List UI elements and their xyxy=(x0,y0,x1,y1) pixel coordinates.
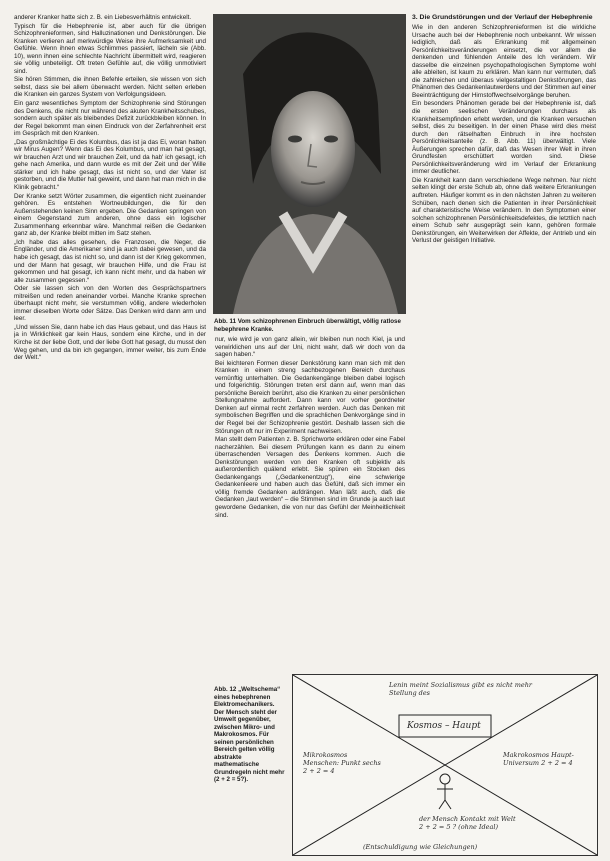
figure-11-caption: Abb. 11 Vom schizophrenen Einbruch überwältigt, völlig ratlose hebephrene Kranke. xyxy=(214,318,401,333)
section-body xyxy=(412,24,596,245)
paragraph: Oder sie lassen sich von den Worten des Gesprächspartners mitreißen und reden aneinander vorbei. Manche Kranke sprechen überhaupt nicht mehr, sie verstummen völlig, andere wiederholen immer dieselben Worte oder Sätze. Das Denken wird dann arm und leer. xyxy=(14,285,206,323)
text-column-left xyxy=(14,14,206,852)
figure-12-caption: Abb. 12 „Weltschema“ eines hebephrenen Elektromechanikers. Der Mensch steht der Umwelt gegenüber, zwischen Mikro- und Makrokosmos. Für seinen persönlichen Bereich gelten völlig abstrakte mathematische Grundregeln nicht mehr (2 + 2 = 5?). xyxy=(214,686,285,783)
section-heading: 3. Die Grundstörungen und der Verlauf der Hebephrenie xyxy=(412,14,593,21)
paragraph: Ein besonders Phänomen gerade bei der Hebephrenie ist, daß die ersten seelischen Veränderungen durchaus als Krankheitsempfinden erlebt werden, und die Kranken versuchen selbst, dies zu beseitigen. In der einen Phase wird dies meist durch den rätselhaften Einbruch in ihre hochsten Persönlichkeitsanteile (z. B. Abb. 11) überwältigt. Viele Äußerungen sprechen dafür, daß das Wesen ihrer Welt in ihren Grundfesten erschüttert worden sind. Diese Persönlichkeitsveränderung wird im Verlauf der Erkrankung immer deutlicher. xyxy=(412,100,596,176)
paragraph: „Ich habe das alles gesehen, die Franzosen, die Neger, die Engländer, und die Amerikaner sind ja auch dabei gewesen, und da habe ich gesagt, das ist nicht so, und dann ist der Krieg gekommen, und der Mann hat gesagt, wir brauchen Hilfe, und die Frau ist gekommen und hat gesagt, ich kann nicht mehr, und da haben wir alle zusammen gegessen.“ xyxy=(14,238,206,284)
paragraph: Die Krankheit kann dann verschiedene Wege nehmen. Nur nicht selten klingt der erste Schub ab, ohne daß weitere Erkrankungen auftreten. Häufiger kommt es in den nächsten Jahren zu weiteren Schüben, nach denen sich die Patienten in ihrer Persönlichkeit auf charakteristische Weise verändern. In den Symptomen einer solchen schizophrenen Persönlichkeitsdefektes, die letztlich nach einem Schub sehr ausgeprägt sein kann, gehören formale Denkstörungen, ein Weiterwirken der Affekte, der Antrieb und ein Verlust der geistigen Initiative. xyxy=(412,176,596,245)
paragraph: Typisch für die Hebephrenie ist, aber auch für die übrigen Schizophrenieformen, sind Halluzinationen und Denkstörungen. Die Kranken verlieren auf merkwürdige Weise ihre Aufmerksamkeit und Gefühle. Wenn ihnen etwas Schlimmes passiert, lächeln sie (Abb. 10), wenn ihnen eine schlechte Nachricht übermittelt wird, reagieren sie völlig unbeteiligt. Oft treten Gefühle auf, die völlig unmotiviert sind. xyxy=(14,22,206,75)
figure-12-world-schema xyxy=(292,674,598,856)
stick-figure xyxy=(437,774,453,809)
handwriting-right: Makrokosmos Haupt-Universum 2 + 2 = 4 xyxy=(503,751,574,767)
paragraph: anderer Kranker hatte sich z. B. ein Liebesverhältnis entwickelt. xyxy=(14,14,192,21)
paragraph: nur, wie wird je von ganz allein, wir bleiben nun noch Kiel, ja und verwirklichen uns auf der Uni, nicht wahr, daß wir doch von da sagen haben.“ xyxy=(215,336,405,359)
paragraph: Man stellt dem Patienten z. B. Sprichworte erklären oder eine Fabel nacherzählen. Bei diesem Prüfungen kann es dann zu einem überraschenden Versagen des Denkens kommen. Auch die Denkstörungen werden von den Kranken oft subjektiv als außerordentlich quälend erlebt. Sie spüren ein Stocken des Gedankengangs („Gedankenentzug“), eine schwierige Gedankenleere und haben auch das Gefühl, daß sich immer ein völlig fremde Gedanken aufdrängen. Man läßt auch, daß die Gedanken „laut werden“ – die Stimmen sind im Grunde ja auch laut gewordene Gedanken, die von nur das Gefühl der Meinheitlichkeit sind. xyxy=(215,436,405,519)
paragraph: Ein ganz wesentliches Symptom der Schizophrenie sind Störungen des Denkens, die nicht nur während des akuten Krankheitsschubes, sondern auch später als bleibendes Defizit zurückbleiben können. In der Regel bekommt man einen Eindruck von der Zerfahrenheit erst im Gespräch mit den Kranken. xyxy=(14,100,206,138)
handwriting-top: Lenin meint Sozialismus gibt es nicht mehr Stellung des xyxy=(389,681,533,697)
handwriting-footer: (Entschuldigung wie Gleichungen) xyxy=(363,843,478,851)
handwriting-box-label: Kosmos – Haupt xyxy=(407,721,481,731)
paragraph: Bei leichteren Formen dieser Denkstörung kann man sich mit den Kranken in einem streng sachbezogenen Bereich durchaus vernünftig unterhalten. Die Gedankengänge bleiben dabei logisch und folgerichtig. Störungen treten erst dann auf, wenn man das persönliche Bereich berührt, also die Kranken zu einer persönlichen Stellungnahme auffordert. Dann kann vor vorher geordneter Denken auf einmal recht zerfahren werden. Auch das Denken mit symbolischen Begriffen und die sprachlichen Denkvorgänge sind in der Regel bei der Schizophrenie gestört. Deshalb lassen sich die Störungen oft nur im Experiment nachweisen. xyxy=(215,359,405,435)
paragraph: Der Kranke setzt Wörter zusammen, die eigentlich nicht zueinander gehören. Es entstehen Wortneubildungen, die für den Außenstehenden keinen Sinn ergeben. Die Gedanken springen von einem Gegenstand zum anderen, ohne dass ein logischer Zusammenhang erkennbar wäre. Manchmal reißen die Gedanken ganz ab, der Kranke bleibt mitten im Satz stehen. xyxy=(14,192,206,238)
paragraph: „Das großmächtige Ei des Kolumbus, das ist ja das Ei, woran hatten wir Mirus Augen? Wenn das Ei des Kolumbus, und man hat gesagt, wir brauchen Arzt und wir brauchen Zeit, und da hab' ich gesagt, ich gehe nach Amerika, und dann wurde es mit der Zeit und der Wille stärker und ich habe gesagt, das ist nicht so, und der Vater ist gestorben, und die Mutter hat geweint, und dann hat man mich in die Klinik gebracht.“ xyxy=(14,138,206,192)
handwriting-bottom: der Mensch Kontakt mit Welt 2 + 2 = 5 ? (ohne Ideal) xyxy=(419,815,516,831)
figure-11-photo xyxy=(213,14,406,314)
text-column-right xyxy=(412,14,596,572)
text-column-middle xyxy=(215,336,405,666)
handwriting-left: Mikrokosmos Menschen: Punkt sechs 2 + 2 = 4 xyxy=(303,751,381,775)
paragraph: Sie hören Stimmen, die ihnen Befehle erteilen, sie wissen von sich selbst, dass sie bei allem überwacht werden. Nicht selten erleben die Kranken ein ganzes System von Verfolgungsideen. xyxy=(14,76,206,99)
paragraph: „Und wissen Sie, dann habe ich das Haus gebaut, und das Haus ist ja in Wirklichkeit gar kein Haus, sondern eine Kirche, und in der Kirche ist der liebe Gott, und der liebe Gott hat gesagt, du musst den Weg gehen, und da bin ich gegangen, immer weiter, bis zum Ende der Welt.“ xyxy=(14,323,206,362)
paragraph: Wie in den anderen Schizophrenieformen ist die wirkliche Ursache auch bei der Hebephrenie noch unbekannt. Wir wissen lediglich, daß als Erkrankung mit allgemeinen Persönlichkeitsveränderungen einsetzt, die vor allem die denkenden und fühlenden Anteile des Ich verändern. Wir dasselbe die einzelnen psychopathologischen Symptome wohl alle ableiten, ist kaum zu erklären. Man kann nur vermuten, daß die zahlreichen und überaus vielgestaltigen Denkstörungen, das Phänomen des Gedankenlautwerdens und der Stimmen auf einer Beeinträchtigung der Hirnstoffwechselvorgänge beruhen. xyxy=(412,24,596,99)
